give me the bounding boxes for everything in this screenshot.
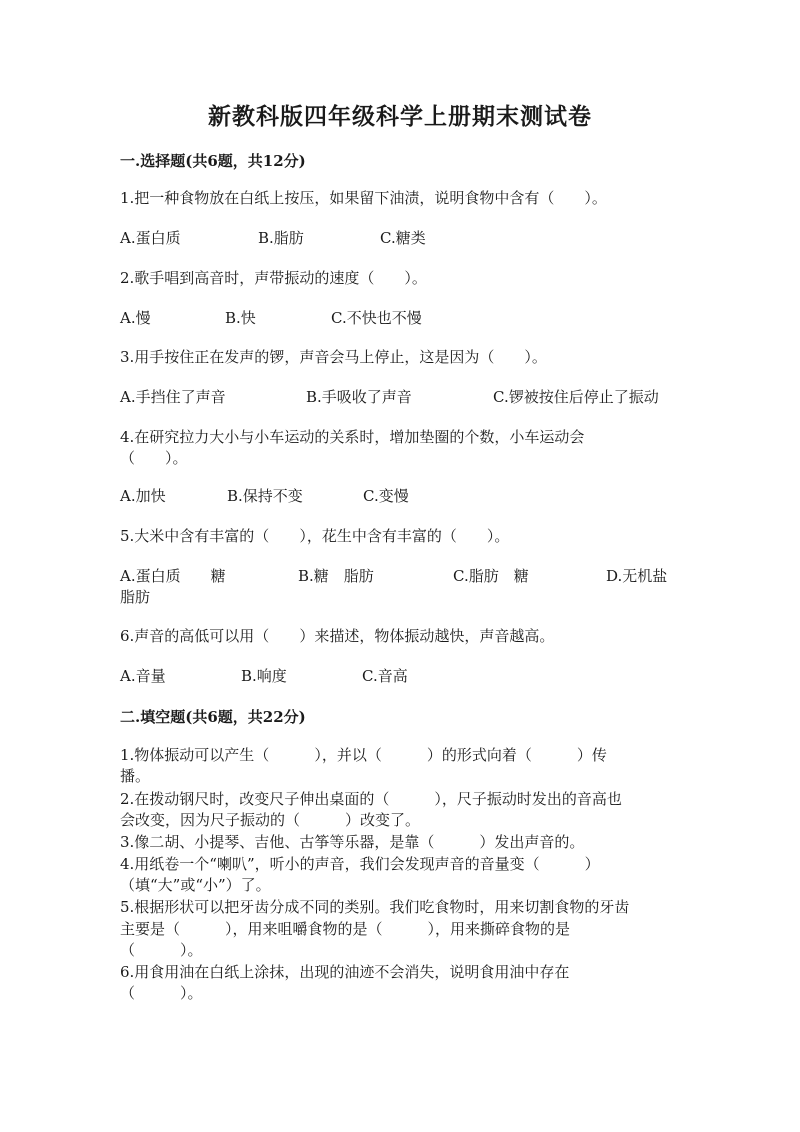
page-title: 新教科版四年级科学上册期末测试卷 — [208, 103, 592, 130]
fill-line: （ ）。 — [120, 984, 203, 1002]
option-1a: A.蛋白质 — [120, 229, 181, 247]
fill-line: 4.用纸卷一个“喇叭”，听小的声音，我们会发现声音的音量变（ ） — [120, 855, 600, 873]
option-5d-cont: 脂肪 — [120, 588, 151, 606]
question-2: 2.歌手唱到高音时，声带振动的速度（ ）。 — [120, 269, 427, 287]
option-6c: C.音高 — [362, 667, 408, 685]
fill-line: （ ）。 — [120, 941, 203, 959]
question-5: 5.大米中含有丰富的（ ），花生中含有丰富的（ ）。 — [120, 527, 510, 545]
option-2b: B.快 — [225, 309, 256, 327]
option-3a: A.手挡住了声音 — [120, 388, 226, 406]
option-5a: A.蛋白质 糖 — [120, 567, 226, 585]
option-4b: B.保持不变 — [227, 487, 303, 505]
option-2c: C.不快也不慢 — [331, 309, 422, 327]
option-4a: A.加快 — [120, 487, 166, 505]
option-1b: B.脂肪 — [258, 229, 304, 247]
option-5c: C.脂肪 糖 — [453, 567, 529, 585]
option-5d: D.无机盐 — [606, 567, 668, 585]
fill-line: 2.在拨动钢尺时，改变尺子伸出桌面的（ ），尺子振动时发出的音高也 — [120, 790, 622, 808]
question-3: 3.用手按住正在发声的锣，声音会马上停止，这是因为（ ）。 — [120, 348, 547, 366]
option-6a: A.音量 — [120, 667, 166, 685]
fill-line: 会改变，因为尺子振动的（ ）改变了。 — [120, 811, 421, 829]
fill-line: 播。 — [120, 767, 151, 785]
section-heading-fill: 二.填空题(共6题，共22分) — [120, 708, 306, 726]
question-6: 6.声音的高低可以用（ ）来描述，物体振动越快，声音越高。 — [120, 627, 555, 645]
option-3c: C.锣被按住后停止了振动 — [493, 388, 659, 406]
section-heading-choice: 一.选择题(共6题，共12分) — [120, 152, 306, 170]
option-3b: B.手吸收了声音 — [306, 388, 412, 406]
fill-line: 3.像二胡、小提琴、吉他、古筝等乐器，是靠（ ）发出声音的。 — [120, 833, 585, 851]
question-4: 4.在研究拉力大小与小车运动的关系时，增加垫圈的个数，小车运动会 — [120, 428, 585, 446]
question-1: 1.把一种食物放在白纸上按压，如果留下油渍，说明食物中含有（ ）。 — [120, 189, 607, 207]
fill-line: 5.根据形状可以把牙齿分成不同的类别。我们吃食物时，用来切割食物的牙齿 — [120, 898, 630, 916]
fill-line: 6.用食用油在白纸上涂抹，出现的油迹不会消失，说明食用油中存在 — [120, 963, 570, 981]
question-4-cont: （ ）。 — [120, 449, 188, 467]
option-2a: A.慢 — [120, 309, 151, 327]
fill-line: 主要是（ ），用来咀嚼食物的是（ ），用来撕碎食物的是 — [120, 920, 571, 938]
option-4c: C.变慢 — [363, 487, 409, 505]
fill-line: 1.物体振动可以产生（ ），并以（ ）的形式向着（ ）传 — [120, 746, 607, 764]
fill-line: （填“大”或“小”）了。 — [120, 876, 271, 894]
option-5b: B.糖 脂肪 — [298, 567, 374, 585]
option-1c: C.糖类 — [380, 229, 426, 247]
option-6b: B.响度 — [241, 667, 287, 685]
